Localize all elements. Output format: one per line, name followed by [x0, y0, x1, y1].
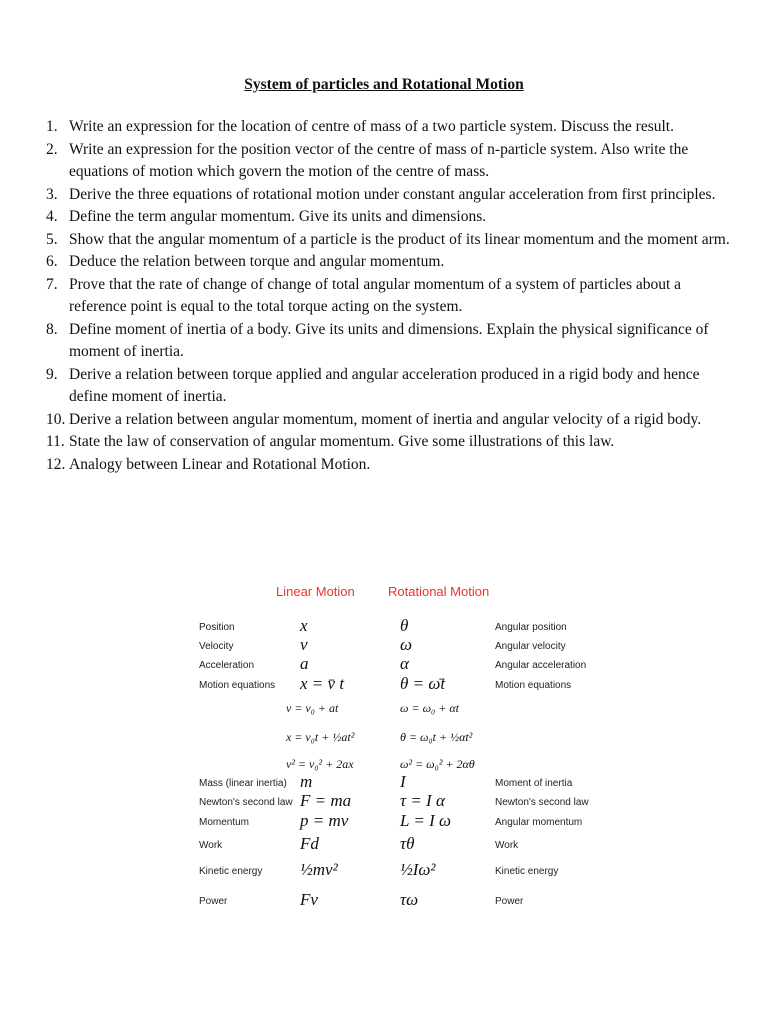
- linear-motion-equation: v = v₀ + at: [286, 701, 339, 715]
- rotational-quantity-label: Motion equations: [495, 680, 572, 691]
- question-text: State the law of conservation of angular momentum. Give some illustrations of this law.: [69, 433, 615, 450]
- rotational-symbol: I: [400, 772, 406, 791]
- rotational-symbol: ω: [400, 635, 413, 654]
- question-text: Define the term angular momentum. Give its units and dimensions.: [69, 208, 487, 225]
- linear-symbol: v: [300, 635, 308, 654]
- linear-quantity-label: Acceleration: [199, 660, 255, 671]
- linear-quantity-label: Motion equations: [199, 680, 276, 691]
- linear-motion-equation: x = v₀t + ½at²: [286, 730, 355, 744]
- rotational-motion-heading: Rotational Motion: [388, 584, 490, 599]
- linear-symbol: p = mv: [300, 811, 349, 830]
- question-text: Derive the three equations of rotational motion under constant angular acceleration from first principles.: [69, 185, 716, 203]
- rotational-quantity-label: Angular acceleration: [495, 660, 587, 671]
- rotational-quantity-label: Work: [495, 840, 519, 851]
- linear-symbol: a: [300, 654, 309, 673]
- rotational-quantity-label: Kinetic energy: [495, 866, 559, 877]
- rotational-quantity-label: Angular momentum: [495, 817, 583, 828]
- question-number: 10.: [46, 410, 66, 428]
- question-text: Show that the angular momentum of a particle is the product of its linear momentum and the moment arm.: [69, 230, 730, 248]
- rotational-quantity-label: Newton's second law: [495, 797, 589, 808]
- rotational-motion-equation: ω² = ω₀² + 2αθ: [400, 757, 475, 771]
- question-text: Define moment of inertia of a body. Give its units and dimensions. Explain the physical significance of moment of inertia.: [69, 320, 709, 360]
- question-text: Analogy between Linear and Rotational Motion.: [69, 455, 371, 473]
- linear-quantity-label: Position: [199, 622, 235, 633]
- question-number: 6.: [46, 253, 58, 270]
- question-number: 1.: [46, 118, 58, 135]
- linear-motion-heading: Linear Motion: [276, 584, 355, 599]
- question-item: [46, 206, 736, 229]
- linear-symbol: Fv: [300, 890, 318, 909]
- question-text: Write an expression for the position vector of the centre of mass of n-particle system. Also write the equations of motion which govern the motion of the centre of mass.: [69, 140, 689, 180]
- linear-symbol: m: [300, 772, 313, 791]
- linear-symbol: Fd: [300, 834, 319, 853]
- rotational-symbol: θ: [400, 616, 409, 635]
- question-item: [46, 139, 736, 184]
- rotational-quantity-label: Moment of inertia: [495, 778, 573, 789]
- question-item: [46, 229, 736, 252]
- question-number: 7.: [46, 275, 58, 293]
- linear-quantity-label: Velocity: [199, 641, 234, 652]
- linear-symbol: x = v̄ t: [300, 674, 345, 693]
- rotational-quantity-label: Power: [495, 896, 524, 907]
- rotational-symbol: α: [400, 654, 409, 673]
- linear-quantity-label: Work: [199, 840, 223, 851]
- question-number: 12.: [46, 455, 66, 473]
- question-number: 11.: [46, 433, 65, 450]
- question-number: 9.: [46, 365, 58, 383]
- question-list: [46, 116, 736, 476]
- question-number: 4.: [46, 208, 58, 225]
- question-item: [46, 274, 736, 319]
- question-item: [46, 454, 736, 477]
- question-item: [46, 364, 736, 409]
- question-item: [46, 251, 736, 274]
- question-number: 2.: [46, 140, 58, 158]
- question-number: 5.: [46, 230, 58, 248]
- question-item: [46, 116, 736, 139]
- rotational-motion-equation: ω = ω₀ + αt: [400, 701, 459, 715]
- question-text: Prove that the rate of change of change of total angular momentum of a system of particles about a reference point is equal to the total torque acting on the system.: [69, 275, 682, 315]
- question-text: Derive a relation between angular momentum, moment of inertia and angular velocity of a rigid body.: [69, 410, 702, 428]
- rotational-symbol: τω: [400, 890, 419, 909]
- question-text: Write an expression for the location of centre of mass of a two particle system. Discuss the result.: [69, 118, 674, 135]
- question-number: 8.: [46, 320, 58, 338]
- linear-symbol: F = ma: [300, 791, 352, 810]
- linear-quantity-label: Momentum: [199, 817, 250, 828]
- rotational-quantity-label: Angular position: [495, 622, 567, 633]
- rotational-symbol: θ = ω̄t: [400, 674, 446, 693]
- question-text: Deduce the relation between torque and angular momentum.: [69, 253, 445, 270]
- rotational-symbol: τθ: [400, 834, 415, 853]
- question-text: Derive a relation between torque applied and angular acceleration produced in a rigid body and hence define moment of inertia.: [69, 365, 700, 405]
- question-item: [46, 184, 736, 207]
- page-title: System of particles and Rotational Motion: [244, 76, 524, 93]
- question-item: [46, 409, 736, 432]
- question-item: [46, 319, 736, 364]
- linear-motion-equation: v² = v₀² + 2ax: [286, 757, 354, 771]
- linear-quantity-label: Power: [199, 896, 228, 907]
- rotational-motion-equation: θ = ω₀t + ½αt²: [400, 730, 473, 744]
- rotational-symbol: L = I ω: [400, 811, 452, 830]
- linear-symbol: x: [300, 616, 308, 635]
- rotational-quantity-label: Angular velocity: [495, 641, 566, 652]
- linear-symbol: ½mv²: [300, 860, 338, 879]
- linear-quantity-label: Mass (linear inertia): [199, 778, 287, 789]
- question-number: 3.: [46, 185, 58, 203]
- rotational-symbol: ½Iω²: [400, 860, 436, 879]
- linear-quantity-label: Kinetic energy: [199, 866, 263, 877]
- question-item: [46, 431, 736, 454]
- rotational-symbol: τ = I α: [400, 791, 445, 810]
- linear-quantity-label: Newton's second law: [199, 797, 293, 808]
